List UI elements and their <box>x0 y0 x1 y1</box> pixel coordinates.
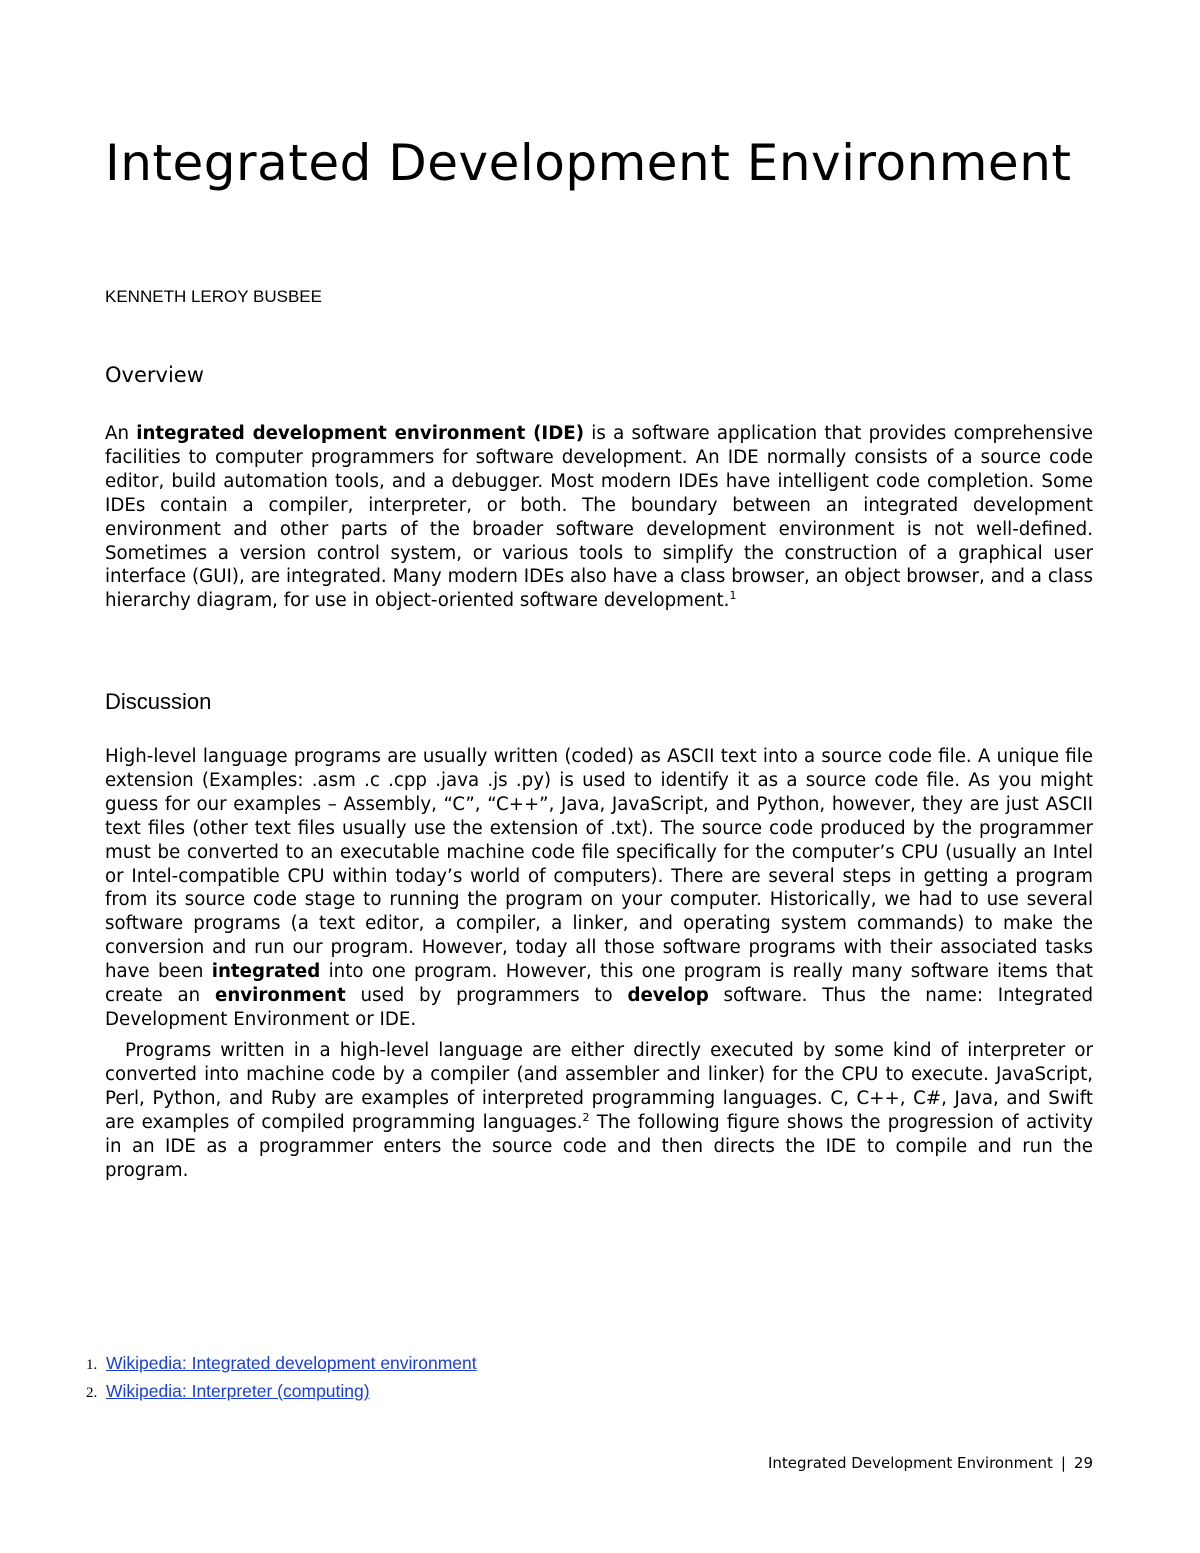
discussion-paragraph-1 <box>105 745 1093 1032</box>
footnote-number: 1. <box>86 1357 98 1373</box>
footnote-number: 2. <box>86 1385 98 1401</box>
discussion-text-b: into one program. However, this one program is really many software items that create an <box>105 961 1093 1007</box>
bold-integrated: integrated <box>211 961 321 983</box>
page-number: 29 <box>1073 1454 1093 1472</box>
footnote-item <box>86 1378 477 1406</box>
discussion-text-e: Programs written in a high-level language are either directly executed by some kind of interpreter or converted into machine code by a compiler (and assembler and linker) for the CPU to execute. JavaScript, Perl, Python, and Ruby are examples of interpreted programming languages. C, C++, C#, Java, and Swift are examples of compiled programming languages. <box>105 1040 1093 1133</box>
footnote-item <box>86 1350 477 1378</box>
discussion-paragraph-2 <box>105 1039 1093 1182</box>
discussion-text-a: High-level language programs are usually written (coded) as ASCII text into a source code file. A unique file extension (Examples: .asm .c .cpp .java .js .py) is used to identify it as a source code file. As you might guess for our examples – Assembly, “C”, “C++”, Java, JavaScript, and Python, however, they are just ASCII text files (other text files usually use the extension of .txt). The source code produced by the programmer must be converted to an executable machine code file specifically for the computer’s CPU (usually an Intel or Intel-compatible CPU within today’s world of computers). There are several steps in getting a program from its source code stage to running the program on your computer. Historically, we had to use several software programs (a text editor, a compiler, a linker, and operating system commands) to make the conversion and run our program. However, today all those software programs with their associated tasks have been <box>105 746 1093 983</box>
footnote-ref-1[interactable]: 1 <box>729 589 737 603</box>
footnote-ref-2[interactable]: 2 <box>582 1110 590 1124</box>
footnote-link-ide[interactable]: Wikipedia: Integrated development environment <box>106 1353 477 1373</box>
page-title: Integrated Development Environment <box>105 134 1072 192</box>
discussion-text-d: software. Thus the name: Integrated Development Environment or IDE. <box>105 985 1093 1030</box>
footnotes-list <box>86 1350 477 1406</box>
discussion-heading: Discussion <box>105 689 212 714</box>
footer-title: Integrated Development Environment <box>767 1454 1053 1472</box>
footer-separator: | <box>1060 1454 1066 1472</box>
overview-lead: An <box>105 423 129 444</box>
footnote-link-interpreter[interactable]: Wikipedia: Interpreter (computing) <box>106 1381 370 1401</box>
overview-heading: Overview <box>105 363 204 387</box>
bold-develop: develop <box>627 985 709 1007</box>
overview-bold-term: integrated development environment (IDE) <box>136 423 585 444</box>
discussion-text-c: used by programmers to <box>360 985 613 1007</box>
discussion-text-f: The following figure shows the progression of activity in an IDE as a programmer enters the source code and then directs the IDE to compile and run the program. <box>105 1111 1093 1181</box>
bold-environment: environment <box>214 985 346 1007</box>
author-name: KENNETH LEROY BUSBEE <box>105 287 322 306</box>
page-footer <box>768 1453 1093 1473</box>
overview-paragraph <box>105 422 1093 613</box>
overview-text: is a software application that provides comprehensive facilities to computer programmers for software development. An IDE normally consists of a source code editor, build automation tools, and a debugger. Most modern IDEs have intelligent code completion. Some IDEs contain a compiler, interpreter, or both. The boundary between an integrated development environment and other parts of the broader software development environment is not well-defined. Sometimes a version control system, or various tools to simplify the construction of a graphical user interface (GUI), are integrated. Many modern IDEs also have a class browser, an object browser, and a class hierarchy diagram, for use in object-oriented software development. <box>105 423 1093 612</box>
